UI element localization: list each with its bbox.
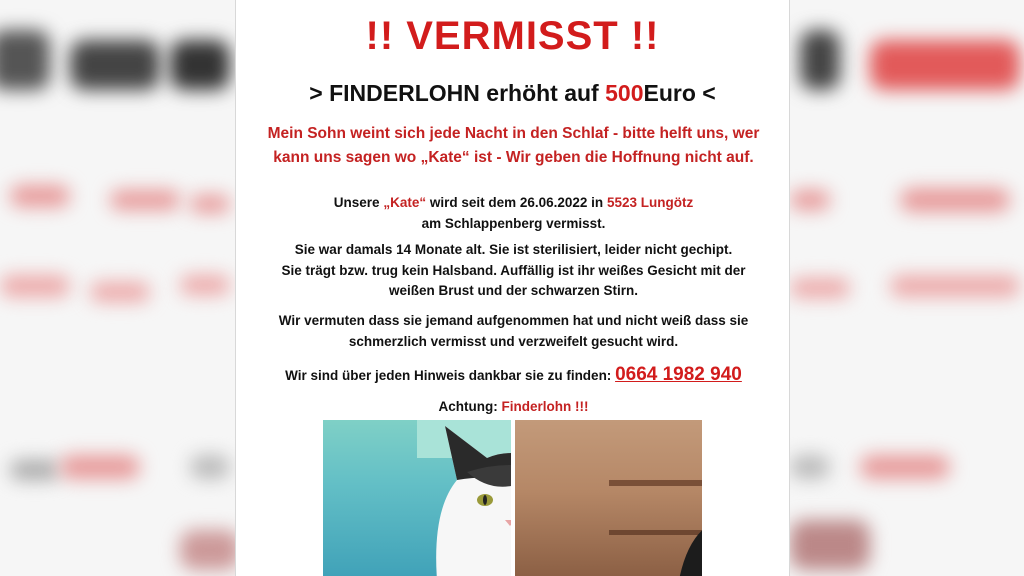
poster-title: !! VERMISST !! — [365, 14, 660, 58]
missing-info-text-1: Unsere — [333, 195, 384, 210]
missing-info-line-1 — [256, 193, 771, 214]
assumption-line-1: Wir vermuten dass sie jemand aufgenommen hat und nicht weiß dass sie — [278, 313, 749, 328]
phone-number[interactable]: 0664 1982 940 — [615, 364, 742, 385]
blurred-background-right — [790, 0, 1024, 576]
missing-info-text-2: wird seit dem 26.06.2022 in — [426, 195, 607, 210]
attention-value: Finderlohn !!! — [501, 399, 589, 414]
missing-cat-poster — [235, 0, 790, 576]
assumption-line-2: schmerzlich vermisst und verzweifelt gesucht wird. — [348, 333, 679, 349]
blurred-background-left — [0, 0, 235, 576]
cat-description-line-3: weißen Brust und der schwarzen Stirn. — [388, 283, 639, 298]
contact-text: Wir sind über jeden Hinweis dankbar sie zu finden: — [285, 368, 616, 383]
cat-illustration-2 — [609, 420, 703, 576]
cat-description-line-2: Sie trägt bzw. trug kein Halsband. Auffällig ist ihr weißes Gesicht mit der — [281, 262, 746, 278]
cat-description — [256, 240, 771, 302]
missing-info — [256, 193, 771, 234]
plea-text — [256, 122, 771, 170]
attention-label: Achtung: — [438, 399, 502, 414]
cat-photo-1 — [323, 420, 511, 576]
missing-info-line-2: am Schlappenberg vermisst. — [421, 215, 606, 231]
cat-name: „Kate“ — [383, 195, 427, 210]
reward-amount: 500 — [605, 80, 644, 106]
plea-line-1: Mein Sohn weint sich jede Nacht in den Schlaf - bitte helft uns, wer — [267, 125, 760, 142]
assumption-text — [256, 311, 771, 352]
reward-suffix: Euro < — [643, 80, 716, 106]
reward-line — [236, 80, 789, 107]
missing-location: 5523 Lungötz — [606, 195, 694, 210]
attention-line — [256, 397, 771, 418]
reward-prefix: > FINDERLOHN erhöht auf — [309, 80, 606, 106]
cat-illustration-1 — [417, 420, 511, 576]
contact-line — [256, 362, 771, 389]
plea-line-2: kann uns sagen wo „Kate“ ist - Wir geben die Hoffnung nicht auf. — [273, 149, 754, 166]
cat-photo-2 — [515, 420, 702, 576]
cat-description-line-1: Sie war damals 14 Monate alt. Sie ist sterilisiert, leider nicht gechipt. — [294, 242, 733, 257]
